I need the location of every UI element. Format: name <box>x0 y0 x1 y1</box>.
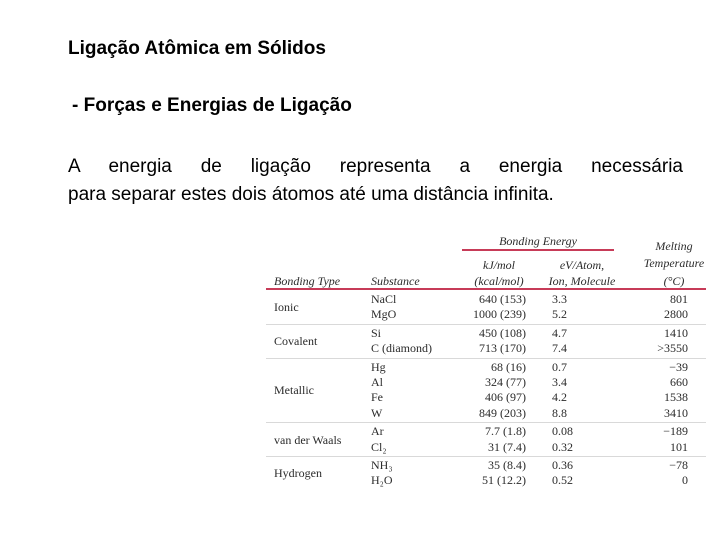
table-cell-substance: NH₃ <box>371 458 393 472</box>
bonding-type-cell: Covalent <box>274 334 318 349</box>
slide-title: Ligação Atômica em Sólidos <box>68 38 326 59</box>
header-rule-bottom <box>266 288 706 290</box>
table-cell-melt: 801 <box>670 292 688 306</box>
slide-subtitle: - Forças e Energias de Ligação <box>72 95 352 116</box>
table-cell-melt: −189 <box>663 424 688 439</box>
paragraph-line-1: A energia de ligação representa a energia necessária <box>68 156 683 177</box>
table-cell-ev: 0.36 <box>552 458 573 472</box>
table-cell-kj: 7.7 (1.8) <box>485 424 526 439</box>
slide-paragraph <box>68 153 683 209</box>
table-cell-kj: 450 (108) <box>479 325 526 340</box>
table-cell-melt: 660 <box>670 375 688 389</box>
group-separator <box>266 324 706 325</box>
table-cell-substance: Ar <box>371 424 384 439</box>
paragraph-line-2: para separar estes dois átomos até uma distância infinita. <box>68 184 554 205</box>
header-melt-line1: Melting <box>655 239 693 253</box>
table-cell-ev: 0.52 <box>552 473 573 488</box>
bonding-type-cell: Ionic <box>274 300 299 315</box>
table-cell-melt: 3410 <box>664 405 688 420</box>
table-cell-substance: Fe <box>371 390 383 405</box>
table-cell-melt: −78 <box>669 458 688 472</box>
table-cell-ev: 4.2 <box>552 390 567 405</box>
table-cell-substance: H₂O <box>371 473 393 488</box>
table-cell-kj: 31 (7.4) <box>488 439 526 454</box>
header-rule-top <box>462 249 614 251</box>
table-cell-substance: Si <box>371 325 382 340</box>
table-cell-substance: Al <box>371 375 383 389</box>
table-cell-kj: 713 (170) <box>479 341 526 356</box>
table-cell-ev: 0.7 <box>552 359 567 374</box>
table-cell-kj: 1000 (239) <box>473 307 526 322</box>
table-cell-ev: 8.8 <box>552 405 567 420</box>
table-cell-ev: 3.4 <box>552 375 567 389</box>
table-cell-ev: 7.4 <box>552 341 567 356</box>
table-cell-melt: −39 <box>669 359 688 374</box>
header-ev-line2: Ion, Molecule <box>548 274 616 288</box>
table-cell-substance: C (diamond) <box>371 341 432 356</box>
group-header-bonding-energy: Bonding Energy <box>499 234 577 248</box>
group-separator <box>266 422 706 423</box>
table-cell-substance: Cl₂ <box>371 439 387 454</box>
table-cell-kj: 35 (8.4) <box>488 458 526 472</box>
table-cell-melt: 1410 <box>664 325 688 340</box>
table-cell-kj: 640 (153) <box>479 292 526 306</box>
header-substance: Substance <box>371 274 420 288</box>
table-cell-substance: NaCl <box>371 292 397 306</box>
header-melt-line2: Temperature <box>643 256 705 270</box>
header-kj-line1: kJ/mol <box>483 258 515 272</box>
table-cell-ev: 4.7 <box>552 325 567 340</box>
header-melt-line3: (°C) <box>663 274 685 288</box>
table-cell-melt: >3550 <box>657 341 688 356</box>
table-cell-kj: 51 (12.2) <box>482 473 526 488</box>
table-cell-kj: 324 (77) <box>485 375 526 389</box>
table-cell-melt: 101 <box>670 439 688 454</box>
table-cell-kj: 406 (97) <box>485 390 526 405</box>
table-cell-melt: 2800 <box>664 307 688 322</box>
bonding-type-cell: van der Waals <box>274 432 342 447</box>
bonding-energy-table <box>266 228 706 526</box>
header-ev-line1: eV/Atom, <box>559 258 605 272</box>
table-cell-ev: 0.08 <box>552 424 573 439</box>
table-cell-kj: 849 (203) <box>479 405 526 420</box>
table-cell-melt: 0 <box>682 473 688 488</box>
bonding-type-cell: Hydrogen <box>274 466 322 481</box>
header-kj-line2: (kcal/mol) <box>474 274 524 288</box>
table-cell-substance: MgO <box>371 307 397 322</box>
table-cell-kj: 68 (16) <box>491 359 526 374</box>
table-cell-ev: 3.3 <box>552 292 567 306</box>
table-cell-substance: Hg <box>371 359 386 374</box>
table-cell-substance: W <box>371 405 383 420</box>
bonding-type-cell: Metallic <box>274 383 314 398</box>
table-cell-ev: 0.32 <box>552 439 573 454</box>
table-cell-melt: 1538 <box>664 390 688 405</box>
table-cell-ev: 5.2 <box>552 307 567 322</box>
header-bonding-type: Bonding Type <box>274 274 341 288</box>
group-separator <box>266 456 706 457</box>
group-separator <box>266 358 706 359</box>
